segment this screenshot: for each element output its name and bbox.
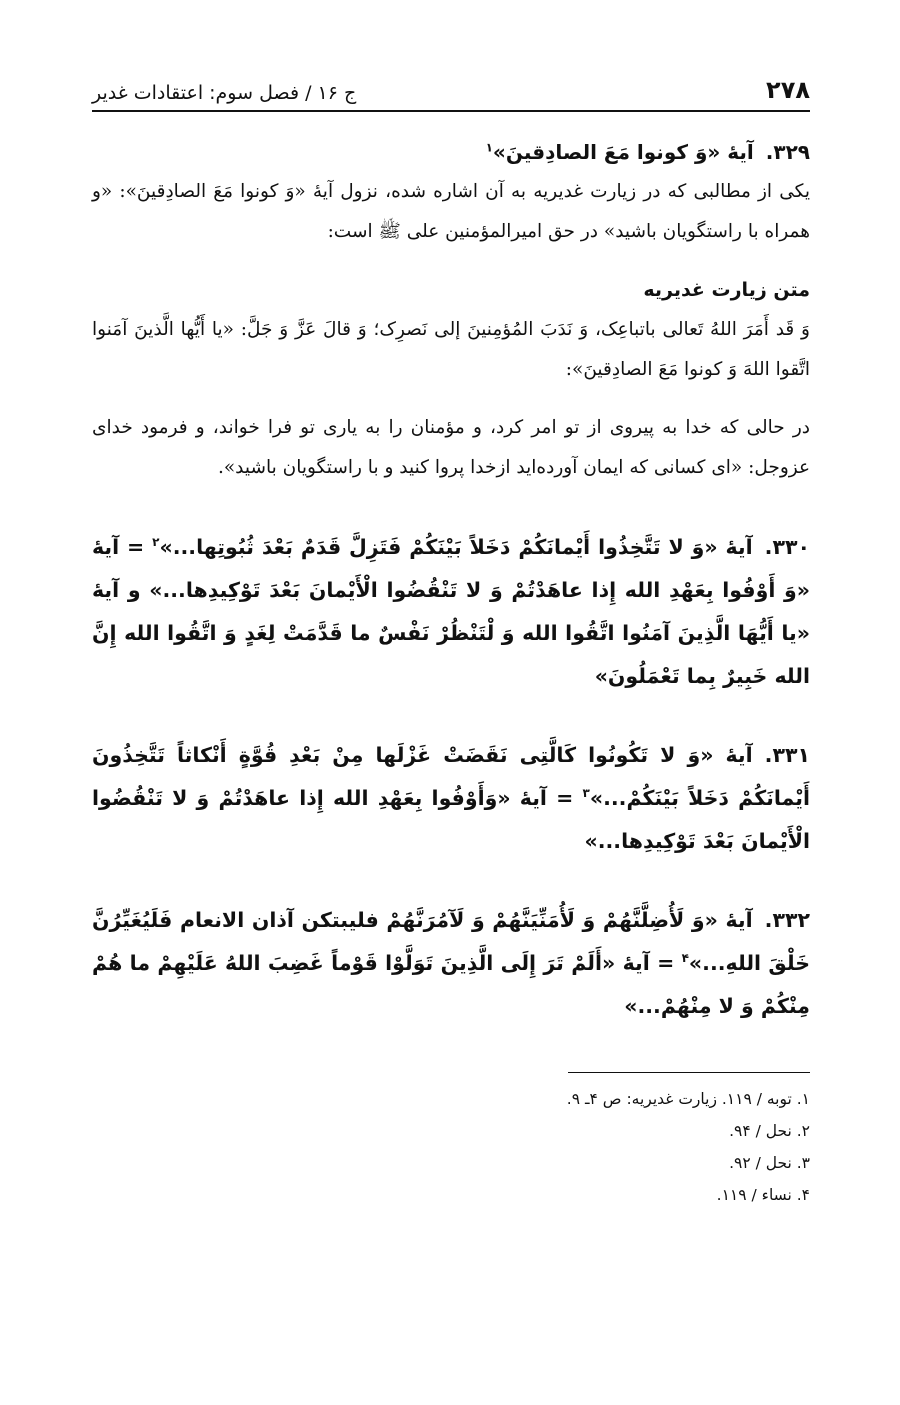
section-text-part1: آیهٔ «وَ لا تَکُونُوا کَالَّتِی نَقَضَتْ غَزْلَها مِنْ بَعْدِ قُوَّةٍ أَنْکاثاً تَتَّخِذُونَ أَیْمانَکُمْ دَخَلاً بَیْنَکُمْ...» bbox=[92, 743, 811, 810]
section-number: ۳۳۰. bbox=[764, 535, 810, 559]
page-header bbox=[92, 62, 810, 112]
footnote-marker: ۴ bbox=[681, 951, 689, 966]
footnote-marker: ۲ bbox=[152, 535, 160, 550]
section-text-part2: = آیهٔ «وَأَوْفُوا بِعَهْدِ الله إِذا عاهَدْتُمْ وَ لا تَنْقُضُوا الْأَیْمانَ بَعْدَ تَوْکِیدِها...» bbox=[92, 786, 810, 853]
footnote-1: ۱. توبه / ۱۱۹. زیارت غدیریه: ص ۴ـ ۹. bbox=[566, 1090, 810, 1108]
section-331 bbox=[92, 734, 810, 863]
section-title: آیهٔ «وَ کونوا مَعَ الصادِقینَ» bbox=[492, 140, 754, 164]
section-text-part2: = آیهٔ «أَلَمْ تَرَ إِلَی الَّذِینَ تَوَلَّوْا قَوْماً غَضِبَ اللهُ عَلَیْهِمْ ما هُمْ مِنْکُمْ وَ لا مِنْهُمْ...» bbox=[92, 951, 810, 1018]
arabic-quote: وَ قَد أَمَرَ اللهُ تَعالی باتباعِک، وَ نَدَبَ المُؤمِنینَ إلی نَصرِک؛ وَ قالَ عَزَّ وَ جَلَّ: «یا أَیُّها الَّذینَ آمَنوا اتَّقوا اللهَ وَ کونوا مَعَ الصادِقینَ»: bbox=[92, 319, 810, 380]
subtitle: متن زیارت غدیریه bbox=[643, 279, 810, 301]
section-number: ۳۳۲. bbox=[764, 908, 810, 932]
section-text-part2: = آیهٔ «وَ أَوْفُوا بِعَهْدِ الله إِذا عاهَدْتُمْ وَ لا تَنْقُضُوا الْأَیْمانَ بَعْدَ تَوْکِیدِها...» و آیهٔ «یا أَیُّهَا الَّذِینَ آمَنُوا اتَّقُوا الله وَ لْتَنْظُرْ نَفْسٌ ما قَدَّمَتْ لِغَدٍ وَ اتَّقُوا الله إِنَّ الله خَبِیرٌ بِما تَعْمَلُونَ» bbox=[92, 535, 810, 688]
section-intro: یکی از مطالبی که در زیارت غدیریه به آن اشاره شده، نزول آیهٔ «وَ کونوا مَعَ الصادِقینَ»: «و همراه با راستگویان باشید» در حق امیرالمؤمنین علی ﷺ است: bbox=[92, 181, 810, 242]
page-number: ۲۷۸ bbox=[766, 76, 810, 104]
translation: در حالی که خدا به پیروی از تو امر کرد، و مؤمنان را به یاری تو فرا خواند، و فرمود خدای عزوجل: «ای کسانی که ایمان آورده‌اید ازخدا پروا کنید و با راستگویان باشید». bbox=[92, 417, 810, 478]
footnote-separator bbox=[568, 1072, 810, 1073]
section-text-part1: آیهٔ «وَ لَأُضِلَّنَّهُمْ وَ لَأُمَنِّیَنَّهُمْ وَ لَآمُرَنَّهُمْ فلیبتکن آذان الانعام فَلَیُغَیِّرُنَّ خَلْقَ اللهِ...» bbox=[92, 908, 811, 975]
footnote-3: ۳. نحل / ۹۲. bbox=[729, 1154, 810, 1172]
footnote-2: ۲. نحل / ۹۴. bbox=[729, 1122, 810, 1140]
footnote-marker: ۳ bbox=[582, 786, 590, 801]
footnotes bbox=[92, 1083, 810, 1211]
section-329 bbox=[92, 132, 810, 488]
section-330 bbox=[92, 526, 810, 698]
running-title: ج ۱۶ / فصل سوم: اعتقادات غدیر bbox=[92, 82, 357, 104]
section-number: ۳۳۱. bbox=[764, 743, 810, 767]
section-heading bbox=[92, 132, 810, 172]
section-332 bbox=[92, 899, 810, 1028]
section-number: ۳۲۹. bbox=[765, 140, 810, 164]
footnote-4: ۴. نساء / ۱۱۹. bbox=[716, 1186, 810, 1204]
footnote-marker: ۱ bbox=[485, 140, 493, 155]
section-text-part1: آیهٔ «وَ لا تَتَّخِذُوا أَیْمانَکُمْ دَخَلاً بَیْنَکُمْ فَتَزِلَّ قَدَمٌ بَعْدَ ثُبُوتِها...» bbox=[159, 535, 753, 559]
book-page bbox=[92, 62, 810, 1211]
